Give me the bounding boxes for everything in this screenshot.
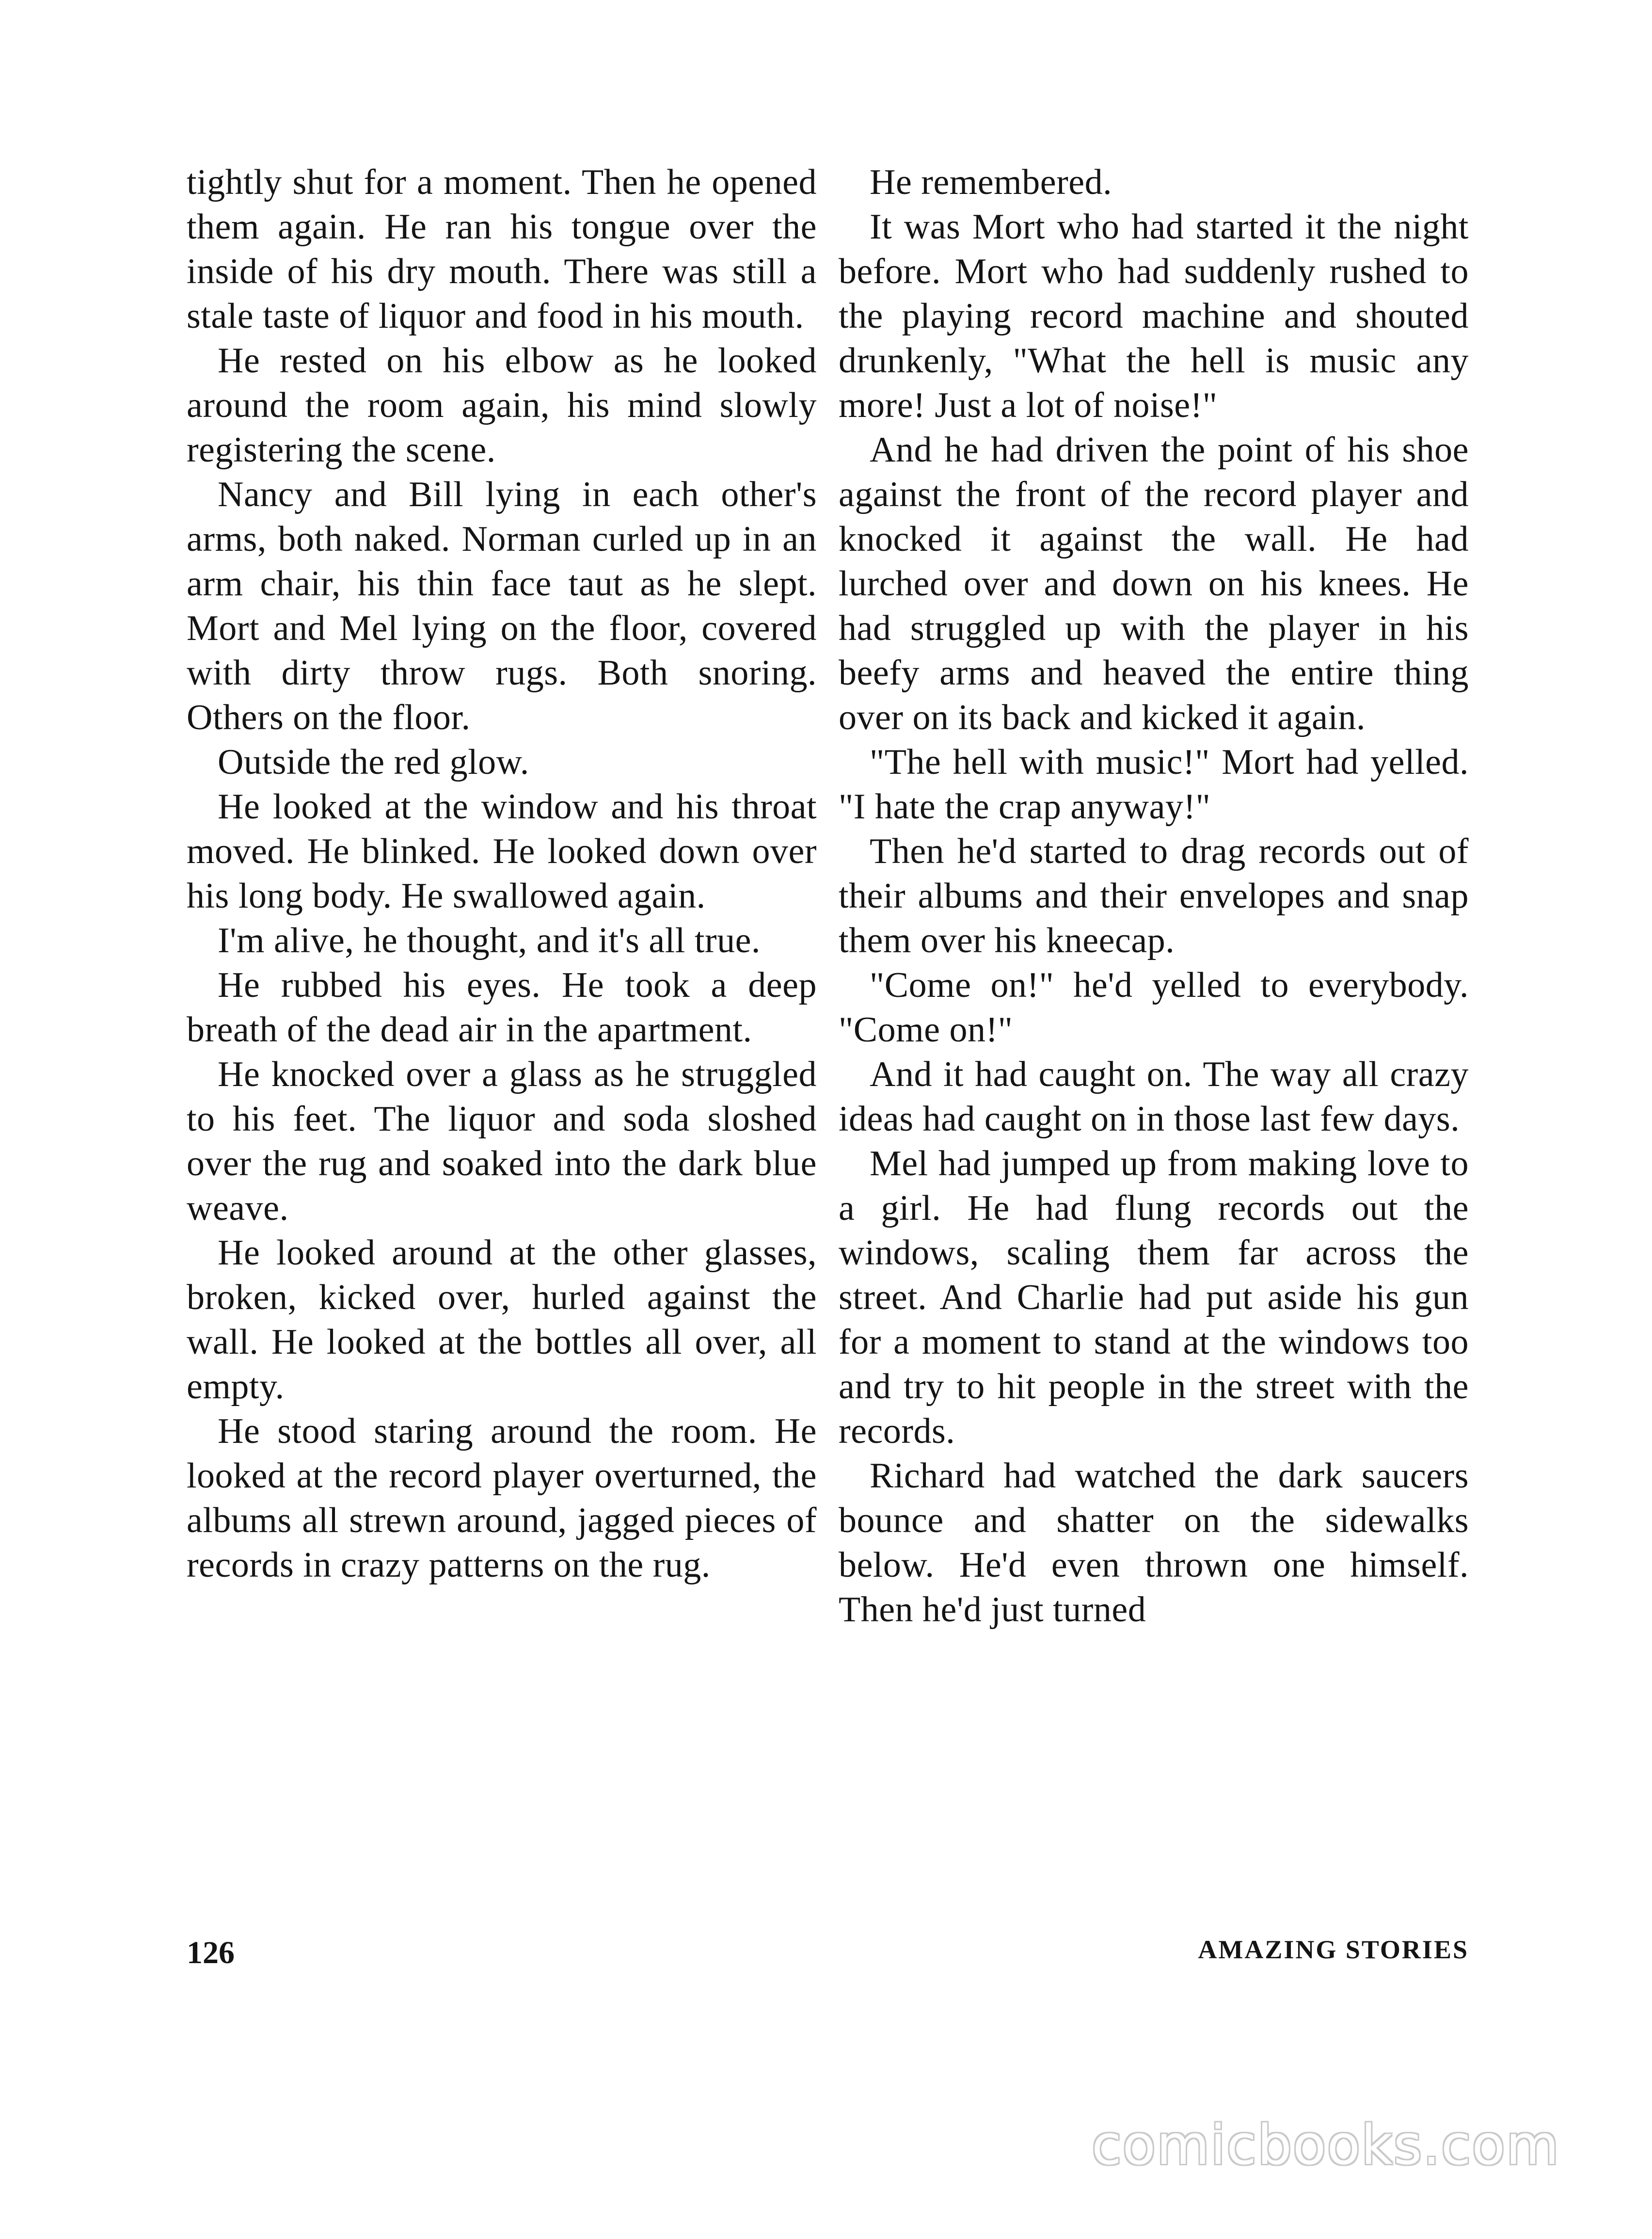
paragraph: tightly shut for a moment. Then he opened them again. He ran his tongue over the inside of his dry mouth. There was still a stale taste of liquor and food in his mouth. (187, 162, 817, 336)
paragraph: It was Mort who had started it the night before. Mort who had suddenly rushed to the playing record machine and shouted drunkenly, "What the hell is music any more! Just a lot of noise!" (839, 207, 1469, 425)
paragraph: "Come on!" he'd yelled to everybody. "Come on!" (839, 965, 1469, 1050)
paragraph: He rested on his elbow as he looked around the room again, his mind slowly registering the scene. (187, 341, 817, 470)
paragraph: "The hell with music!" Mort had yelled. "I hate the crap anyway!" (839, 742, 1469, 827)
paragraph: Richard had watched the dark saucers bounce and shatter on the sidewalks below. He'd even thrown one himself. Then he'd just turned (839, 1456, 1469, 1630)
paragraph: He stood staring around the room. He looked at the record player overturned, the albums all strewn around, jagged pieces of records in crazy patterns on the rug. (187, 1411, 817, 1585)
watermark: comicbooks.com (1091, 2114, 1560, 2177)
paragraph: He looked at the window and his throat moved. He blinked. He looked down over his long body. He swallowed again. (187, 787, 817, 916)
page-number: 126 (187, 1935, 235, 1970)
paragraph: And it had caught on. The way all crazy ideas had caught on in those last few days. (839, 1055, 1469, 1139)
paragraph: He rubbed his eyes. He took a deep breath of the dead air in the apartment. (187, 965, 817, 1050)
paragraph: And he had driven the point of his shoe against the front of the record player and knocked it against the wall. He had lurched over and down on his knees. He had struggled up with the player in his beefy arms and heaved the entire thing over on its back and kicked it again. (839, 430, 1469, 737)
paragraph: He knocked over a glass as he struggled to his feet. The liquor and soda sloshed over the rug and soaked into the dark blue weave. (187, 1055, 817, 1228)
paragraph: Outside the red glow. (218, 742, 529, 782)
magazine-title: AMAZING STORIES (1198, 1935, 1469, 1964)
paragraph: Then he'd started to drag records out of their albums and their envelopes and snap them over his kneecap. (839, 832, 1469, 960)
right-text-column (839, 160, 1469, 1632)
paragraph: Nancy and Bill lying in each other's arms, both naked. Norman curled up in an arm chair, his thin face taut as he slept. Mort and Mel lying on the floor, covered with dirty throw rugs. Both snoring. Others on the floor. (187, 475, 817, 737)
paragraph: He looked around at the other glasses, broken, kicked over, hurled against the wall. He looked at the bottles all over, all empty. (187, 1233, 817, 1407)
paragraph: Mel had jumped up from making love to a girl. He had flung records out the windows, scaling them far across the street. And Charlie had put aside his gun for a moment to stand at the windows too and try to hit people in the street with the records. (839, 1144, 1469, 1451)
left-text-column (187, 160, 817, 1587)
paragraph: He remembered. (870, 162, 1112, 202)
paragraph: I'm alive, he thought, and it's all true. (218, 921, 761, 960)
